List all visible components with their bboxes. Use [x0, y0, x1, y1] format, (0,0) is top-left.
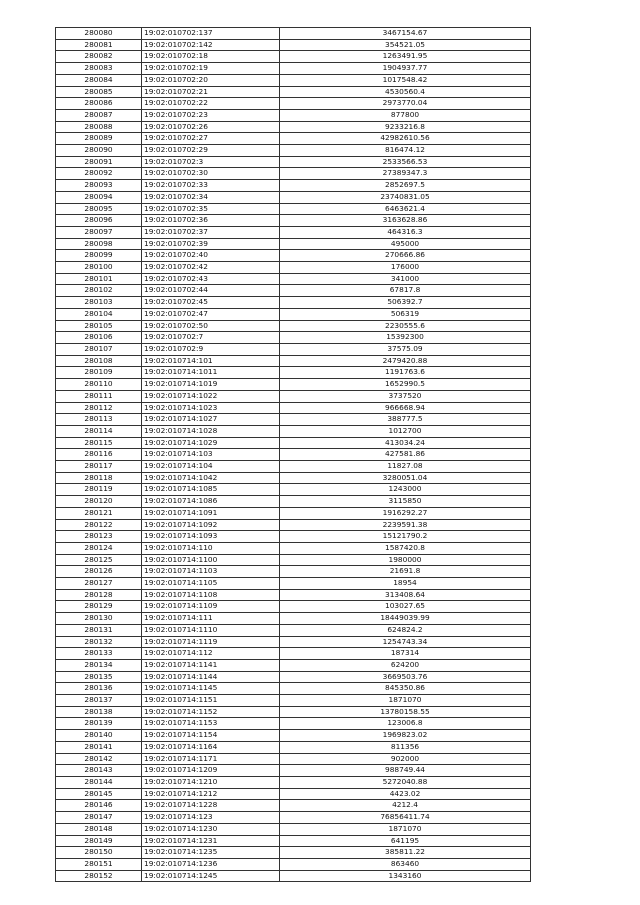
- table-row: [56, 472, 531, 484]
- table-row: [56, 566, 531, 578]
- row-id-cell: 280148: [56, 823, 142, 835]
- cadastral-number-cell: 19:02:010714:1209: [142, 765, 280, 777]
- table-row: [56, 741, 531, 753]
- table-row: [56, 226, 531, 238]
- cadastral-number-cell: 19:02:010714:1119: [142, 636, 280, 648]
- row-id-cell: 280145: [56, 788, 142, 800]
- value-cell: 2852697.5: [280, 180, 531, 192]
- table-row: [56, 659, 531, 671]
- row-id-cell: 280124: [56, 542, 142, 554]
- value-cell: 2479420.88: [280, 355, 531, 367]
- row-id-cell: 280137: [56, 695, 142, 707]
- row-id-cell: 280133: [56, 648, 142, 660]
- cadastral-number-cell: 19:02:010702:18: [142, 51, 280, 63]
- cadastral-number-cell: 19:02:010714:1245: [142, 870, 280, 882]
- value-cell: 495000: [280, 238, 531, 250]
- value-cell: 1980000: [280, 554, 531, 566]
- row-id-cell: 280090: [56, 145, 142, 157]
- cadastral-number-cell: 19:02:010702:26: [142, 121, 280, 133]
- value-cell: 845350.86: [280, 683, 531, 695]
- table-row: [56, 262, 531, 274]
- value-cell: 313408.64: [280, 589, 531, 601]
- value-cell: 103027.65: [280, 601, 531, 613]
- cadastral-number-cell: 19:02:010702:36: [142, 215, 280, 227]
- row-id-cell: 280081: [56, 39, 142, 51]
- value-cell: 123006.8: [280, 718, 531, 730]
- cadastral-number-cell: 19:02:010702:43: [142, 273, 280, 285]
- row-id-cell: 280110: [56, 379, 142, 391]
- value-cell: 270666.86: [280, 250, 531, 262]
- value-cell: 1904937.77: [280, 63, 531, 75]
- cadastral-number-cell: 19:02:010714:1042: [142, 472, 280, 484]
- cadastral-number-cell: 19:02:010714:104: [142, 461, 280, 473]
- cadastral-number-cell: 19:02:010714:1027: [142, 414, 280, 426]
- table-row: [56, 215, 531, 227]
- cadastral-number-cell: 19:02:010702:20: [142, 74, 280, 86]
- table-row: [56, 636, 531, 648]
- value-cell: 176000: [280, 262, 531, 274]
- table-row: [56, 414, 531, 426]
- row-id-cell: 280098: [56, 238, 142, 250]
- cadastral-number-cell: 19:02:010714:1230: [142, 823, 280, 835]
- table-row: [56, 800, 531, 812]
- value-cell: 427581.86: [280, 449, 531, 461]
- cadastral-number-cell: 19:02:010702:45: [142, 297, 280, 309]
- row-id-cell: 280086: [56, 98, 142, 110]
- value-cell: 624200: [280, 659, 531, 671]
- value-cell: 1191763.6: [280, 367, 531, 379]
- table-row: [56, 519, 531, 531]
- value-cell: 877800: [280, 109, 531, 121]
- table-row: [56, 484, 531, 496]
- cadastral-number-cell: 19:02:010702:23: [142, 109, 280, 121]
- table-row: [56, 297, 531, 309]
- row-id-cell: 280138: [56, 706, 142, 718]
- cadastral-number-cell: 19:02:010714:1110: [142, 624, 280, 636]
- table-row: [56, 379, 531, 391]
- row-id-cell: 280147: [56, 812, 142, 824]
- table-row: [56, 671, 531, 683]
- value-cell: 3280051.04: [280, 472, 531, 484]
- row-id-cell: 280144: [56, 777, 142, 789]
- table-row: [56, 63, 531, 75]
- cadastral-number-cell: 19:02:010714:1029: [142, 437, 280, 449]
- value-cell: 1652990.5: [280, 379, 531, 391]
- table-row: [56, 542, 531, 554]
- cadastral-number-cell: 19:02:010714:1212: [142, 788, 280, 800]
- table-body: [56, 28, 531, 882]
- row-id-cell: 280101: [56, 273, 142, 285]
- table-row: [56, 250, 531, 262]
- table-row: [56, 870, 531, 882]
- table-row: [56, 765, 531, 777]
- table-row: [56, 706, 531, 718]
- cadastral-number-cell: 19:02:010714:110: [142, 542, 280, 554]
- cadastral-number-cell: 19:02:010714:1145: [142, 683, 280, 695]
- value-cell: 464316.3: [280, 226, 531, 238]
- cadastral-number-cell: 19:02:010714:1153: [142, 718, 280, 730]
- value-cell: 18449039.99: [280, 613, 531, 625]
- value-cell: 4212.4: [280, 800, 531, 812]
- row-id-cell: 280140: [56, 730, 142, 742]
- cadastral-number-cell: 19:02:010702:47: [142, 308, 280, 320]
- table-row: [56, 191, 531, 203]
- table-row: [56, 531, 531, 543]
- table-row: [56, 425, 531, 437]
- table-row: [56, 835, 531, 847]
- table-row: [56, 28, 531, 40]
- table-row: [56, 390, 531, 402]
- cadastral-number-cell: 19:02:010702:27: [142, 133, 280, 145]
- row-id-cell: 280130: [56, 613, 142, 625]
- cadastral-number-cell: 19:02:010714:1141: [142, 659, 280, 671]
- cadastral-number-cell: 19:02:010702:37: [142, 226, 280, 238]
- row-id-cell: 280149: [56, 835, 142, 847]
- cadastral-number-cell: 19:02:010702:142: [142, 39, 280, 51]
- value-cell: 641195: [280, 835, 531, 847]
- cadastral-number-cell: 19:02:010714:1092: [142, 519, 280, 531]
- table-row: [56, 320, 531, 332]
- value-cell: 67817.8: [280, 285, 531, 297]
- value-cell: 42982610.56: [280, 133, 531, 145]
- table-row: [56, 601, 531, 613]
- cadastral-number-cell: 19:02:010702:50: [142, 320, 280, 332]
- table-row: [56, 695, 531, 707]
- table-row: [56, 86, 531, 98]
- row-id-cell: 280127: [56, 578, 142, 590]
- cadastral-number-cell: 19:02:010702:33: [142, 180, 280, 192]
- table-row: [56, 74, 531, 86]
- row-id-cell: 280096: [56, 215, 142, 227]
- row-id-cell: 280142: [56, 753, 142, 765]
- value-cell: 988749.44: [280, 765, 531, 777]
- value-cell: 1017548.42: [280, 74, 531, 86]
- row-id-cell: 280146: [56, 800, 142, 812]
- table-row: [56, 554, 531, 566]
- cadastral-number-cell: 19:02:010702:30: [142, 168, 280, 180]
- value-cell: 5272040.88: [280, 777, 531, 789]
- value-cell: 2973770.04: [280, 98, 531, 110]
- value-cell: 1243000: [280, 484, 531, 496]
- row-id-cell: 280125: [56, 554, 142, 566]
- value-cell: 506392.7: [280, 297, 531, 309]
- cadastral-number-cell: 19:02:010714:1093: [142, 531, 280, 543]
- value-cell: 506319: [280, 308, 531, 320]
- value-cell: 816474.12: [280, 145, 531, 157]
- cadastral-number-cell: 19:02:010702:35: [142, 203, 280, 215]
- cadastral-number-cell: 19:02:010702:9: [142, 343, 280, 355]
- value-cell: 385811.22: [280, 847, 531, 859]
- row-id-cell: 280113: [56, 414, 142, 426]
- cadastral-number-cell: 19:02:010702:3: [142, 156, 280, 168]
- table-row: [56, 273, 531, 285]
- value-cell: 9233216.8: [280, 121, 531, 133]
- row-id-cell: 280123: [56, 531, 142, 543]
- cadastral-number-cell: 19:02:010714:1154: [142, 730, 280, 742]
- value-cell: 966668.94: [280, 402, 531, 414]
- cadastral-number-cell: 19:02:010714:1109: [142, 601, 280, 613]
- value-cell: 15392300: [280, 332, 531, 344]
- cadastral-number-cell: 19:02:010714:1231: [142, 835, 280, 847]
- cadastral-number-cell: 19:02:010714:1091: [142, 507, 280, 519]
- table-row: [56, 683, 531, 695]
- table-row: [56, 308, 531, 320]
- table-row: [56, 812, 531, 824]
- table-row: [56, 613, 531, 625]
- row-id-cell: 280119: [56, 484, 142, 496]
- cadastral-number-cell: 19:02:010702:34: [142, 191, 280, 203]
- cadastral-number-cell: 19:02:010714:1105: [142, 578, 280, 590]
- value-cell: 1587420.8: [280, 542, 531, 554]
- value-cell: 1871070: [280, 823, 531, 835]
- cadastral-number-cell: 19:02:010702:39: [142, 238, 280, 250]
- table-row: [56, 98, 531, 110]
- cadastral-number-cell: 19:02:010702:40: [142, 250, 280, 262]
- row-id-cell: 280141: [56, 741, 142, 753]
- value-cell: 1343160: [280, 870, 531, 882]
- cadastral-number-cell: 19:02:010714:111: [142, 613, 280, 625]
- value-cell: 811356: [280, 741, 531, 753]
- table-row: [56, 589, 531, 601]
- row-id-cell: 280120: [56, 496, 142, 508]
- cadastral-number-cell: 19:02:010714:1171: [142, 753, 280, 765]
- cadastral-number-cell: 19:02:010714:1085: [142, 484, 280, 496]
- table-row: [56, 753, 531, 765]
- cadastral-number-cell: 19:02:010714:101: [142, 355, 280, 367]
- row-id-cell: 280152: [56, 870, 142, 882]
- table-row: [56, 133, 531, 145]
- value-cell: 6463621.4: [280, 203, 531, 215]
- row-id-cell: 280092: [56, 168, 142, 180]
- table-row: [56, 355, 531, 367]
- row-id-cell: 280100: [56, 262, 142, 274]
- row-id-cell: 280082: [56, 51, 142, 63]
- cadastral-number-cell: 19:02:010714:1028: [142, 425, 280, 437]
- row-id-cell: 280105: [56, 320, 142, 332]
- table-row: [56, 109, 531, 121]
- row-id-cell: 280111: [56, 390, 142, 402]
- value-cell: 1916292.27: [280, 507, 531, 519]
- row-id-cell: 280087: [56, 109, 142, 121]
- table-row: [56, 578, 531, 590]
- cadastral-number-cell: 19:02:010714:1164: [142, 741, 280, 753]
- cadastral-number-cell: 19:02:010714:1103: [142, 566, 280, 578]
- table-row: [56, 718, 531, 730]
- table-row: [56, 507, 531, 519]
- value-cell: 863460: [280, 858, 531, 870]
- value-cell: 21691.8: [280, 566, 531, 578]
- row-id-cell: 280094: [56, 191, 142, 203]
- row-id-cell: 280135: [56, 671, 142, 683]
- value-cell: 2533566.53: [280, 156, 531, 168]
- row-id-cell: 280102: [56, 285, 142, 297]
- table-row: [56, 39, 531, 51]
- cadastral-number-cell: 19:02:010714:1144: [142, 671, 280, 683]
- row-id-cell: 280121: [56, 507, 142, 519]
- value-cell: 15121790.2: [280, 531, 531, 543]
- cadastral-number-cell: 19:02:010702:22: [142, 98, 280, 110]
- value-cell: 4423.02: [280, 788, 531, 800]
- table-row: [56, 823, 531, 835]
- cadastral-number-cell: 19:02:010714:103: [142, 449, 280, 461]
- row-id-cell: 280099: [56, 250, 142, 262]
- cadastral-number-cell: 19:02:010702:7: [142, 332, 280, 344]
- value-cell: 18954: [280, 578, 531, 590]
- row-id-cell: 280117: [56, 461, 142, 473]
- row-id-cell: 280095: [56, 203, 142, 215]
- cadastral-number-cell: 19:02:010714:123: [142, 812, 280, 824]
- value-cell: 902000: [280, 753, 531, 765]
- row-id-cell: 280115: [56, 437, 142, 449]
- value-cell: 23740831.05: [280, 191, 531, 203]
- cadastral-number-cell: 19:02:010714:1023: [142, 402, 280, 414]
- row-id-cell: 280080: [56, 28, 142, 40]
- row-id-cell: 280143: [56, 765, 142, 777]
- cadastral-number-cell: 19:02:010702:19: [142, 63, 280, 75]
- cadastral-number-cell: 19:02:010702:137: [142, 28, 280, 40]
- table-row: [56, 777, 531, 789]
- value-cell: 3669503.76: [280, 671, 531, 683]
- value-cell: 37575.09: [280, 343, 531, 355]
- table-row: [56, 343, 531, 355]
- value-cell: 4530560.4: [280, 86, 531, 98]
- table-row: [56, 238, 531, 250]
- value-cell: 2239591.38: [280, 519, 531, 531]
- table-row: [56, 145, 531, 157]
- value-cell: 3115850: [280, 496, 531, 508]
- value-cell: 354521.05: [280, 39, 531, 51]
- value-cell: 413034.24: [280, 437, 531, 449]
- row-id-cell: 280112: [56, 402, 142, 414]
- row-id-cell: 280107: [56, 343, 142, 355]
- row-id-cell: 280109: [56, 367, 142, 379]
- value-cell: 3467154.67: [280, 28, 531, 40]
- value-cell: 1263491.95: [280, 51, 531, 63]
- value-cell: 624824.2: [280, 624, 531, 636]
- value-cell: 1871070: [280, 695, 531, 707]
- row-id-cell: 280084: [56, 74, 142, 86]
- data-table: [55, 27, 531, 882]
- value-cell: 388777.5: [280, 414, 531, 426]
- value-cell: 3163628.86: [280, 215, 531, 227]
- row-id-cell: 280083: [56, 63, 142, 75]
- table-row: [56, 437, 531, 449]
- value-cell: 1969823.02: [280, 730, 531, 742]
- value-cell: 27389347.3: [280, 168, 531, 180]
- table-row: [56, 51, 531, 63]
- table-row: [56, 624, 531, 636]
- table-row: [56, 180, 531, 192]
- value-cell: 11827.08: [280, 461, 531, 473]
- row-id-cell: 280093: [56, 180, 142, 192]
- row-id-cell: 280088: [56, 121, 142, 133]
- table-row: [56, 449, 531, 461]
- table-row: [56, 847, 531, 859]
- table-row: [56, 203, 531, 215]
- row-id-cell: 280091: [56, 156, 142, 168]
- row-id-cell: 280150: [56, 847, 142, 859]
- cadastral-number-cell: 19:02:010714:1108: [142, 589, 280, 601]
- table-row: [56, 648, 531, 660]
- row-id-cell: 280128: [56, 589, 142, 601]
- cadastral-number-cell: 19:02:010714:1235: [142, 847, 280, 859]
- row-id-cell: 280131: [56, 624, 142, 636]
- cadastral-number-cell: 19:02:010702:29: [142, 145, 280, 157]
- row-id-cell: 280097: [56, 226, 142, 238]
- value-cell: 13780158.55: [280, 706, 531, 718]
- table-row: [56, 285, 531, 297]
- table-row: [56, 121, 531, 133]
- table-row: [56, 168, 531, 180]
- table-row: [56, 730, 531, 742]
- row-id-cell: 280136: [56, 683, 142, 695]
- row-id-cell: 280122: [56, 519, 142, 531]
- row-id-cell: 280139: [56, 718, 142, 730]
- row-id-cell: 280106: [56, 332, 142, 344]
- row-id-cell: 280108: [56, 355, 142, 367]
- row-id-cell: 280089: [56, 133, 142, 145]
- row-id-cell: 280132: [56, 636, 142, 648]
- cadastral-number-cell: 19:02:010714:1086: [142, 496, 280, 508]
- table-row: [56, 156, 531, 168]
- value-cell: 1012700: [280, 425, 531, 437]
- table-row: [56, 367, 531, 379]
- cadastral-number-cell: 19:02:010702:42: [142, 262, 280, 274]
- row-id-cell: 280116: [56, 449, 142, 461]
- cadastral-number-cell: 19:02:010714:1019: [142, 379, 280, 391]
- row-id-cell: 280118: [56, 472, 142, 484]
- cadastral-number-cell: 19:02:010702:21: [142, 86, 280, 98]
- cadastral-number-cell: 19:02:010702:44: [142, 285, 280, 297]
- cadastral-number-cell: 19:02:010714:1022: [142, 390, 280, 402]
- cadastral-number-cell: 19:02:010714:1228: [142, 800, 280, 812]
- table-row: [56, 332, 531, 344]
- table-row: [56, 461, 531, 473]
- cadastral-number-cell: 19:02:010714:1236: [142, 858, 280, 870]
- cadastral-number-cell: 19:02:010714:1011: [142, 367, 280, 379]
- table-row: [56, 788, 531, 800]
- row-id-cell: 280151: [56, 858, 142, 870]
- value-cell: 341000: [280, 273, 531, 285]
- row-id-cell: 280085: [56, 86, 142, 98]
- table-row: [56, 858, 531, 870]
- table-row: [56, 402, 531, 414]
- cadastral-number-cell: 19:02:010714:112: [142, 648, 280, 660]
- row-id-cell: 280104: [56, 308, 142, 320]
- value-cell: 2230555.6: [280, 320, 531, 332]
- value-cell: 3737520: [280, 390, 531, 402]
- row-id-cell: 280134: [56, 659, 142, 671]
- table-row: [56, 496, 531, 508]
- row-id-cell: 280114: [56, 425, 142, 437]
- row-id-cell: 280129: [56, 601, 142, 613]
- row-id-cell: 280103: [56, 297, 142, 309]
- row-id-cell: 280126: [56, 566, 142, 578]
- cadastral-number-cell: 19:02:010714:1210: [142, 777, 280, 789]
- cadastral-number-cell: 19:02:010714:1152: [142, 706, 280, 718]
- cadastral-number-cell: 19:02:010714:1100: [142, 554, 280, 566]
- cadastral-number-cell: 19:02:010714:1151: [142, 695, 280, 707]
- value-cell: 76856411.74: [280, 812, 531, 824]
- value-cell: 187314: [280, 648, 531, 660]
- value-cell: 1254743.34: [280, 636, 531, 648]
